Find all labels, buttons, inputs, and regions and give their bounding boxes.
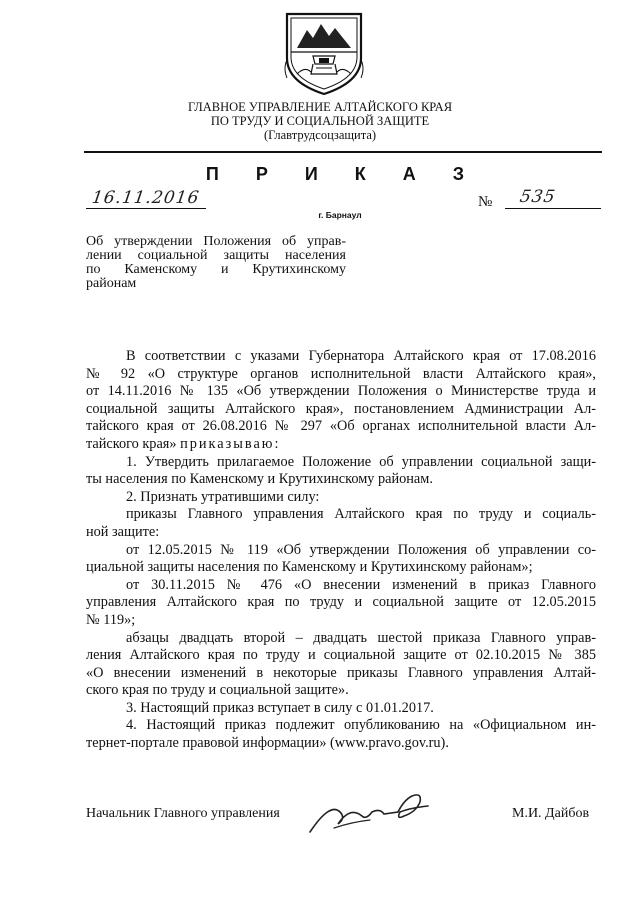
body-line: абзацы двадцать второй – двадцать шестой приказа Главного управ- <box>126 629 596 646</box>
date-underline <box>86 208 206 209</box>
handwritten-date: 16.11.2016 <box>90 188 201 208</box>
body-line: ты населения по Каменскому и Крутихинскому районам. <box>86 471 433 488</box>
subject-line: районам <box>86 276 137 291</box>
document-body <box>86 348 596 753</box>
body-text: тайского края» <box>86 435 177 452</box>
body-line: «О внесении изменений в некоторые приказы Главного управления Алтай- <box>86 664 596 681</box>
document-subject <box>86 235 346 291</box>
document-type-title: П Р И К А З <box>205 164 481 184</box>
subject-line: Об утверждении Положения об управ- <box>86 234 346 249</box>
body-line: приказы Главного управления Алтайского края по труду и социаль- <box>126 506 596 523</box>
body-line: 3. Настоящий приказ вступает в силу с 01.01.2017. <box>126 699 434 716</box>
signatory-name: М.И. Дайбов <box>512 806 590 821</box>
order-keyword: приказываю: <box>180 435 281 452</box>
body-line: от 12.05.2015 № 119 «Об утверждении Положения об управлении со- <box>126 541 596 558</box>
body-line: № 92 «О структуре органов исполнительной власти Алтайского края», <box>86 365 596 382</box>
number-underline <box>505 208 601 209</box>
handwritten-number: 535 <box>518 187 558 207</box>
org-name-line1: ГЛАВНОЕ УПРАВЛЕНИЕ АЛТАЙСКОГО КРАЯ <box>187 100 453 114</box>
body-line: циальной защиты населения по Каменскому и Крутихинскому районам»; <box>86 559 533 576</box>
body-line <box>86 436 596 454</box>
body-line: тайского края от 26.08.2016 № 297 «Об органах исполнительной власти Ал- <box>86 418 596 435</box>
coat-of-arms-icon <box>283 8 365 96</box>
body-line: В соответствии с указами Губернатора Алтайского края от 17.08.2016 <box>126 348 596 364</box>
body-line: ления Алтайского края по труду и социальной защите от 02.10.2015 № 385 <box>86 647 596 664</box>
subject-line: лении социальной защиты населения <box>86 248 346 263</box>
body-line: управления Алтайского края по труду и социальной защите от 12.05.2015 <box>86 594 596 611</box>
body-line: ной защите: <box>86 523 160 540</box>
handwritten-signature-icon <box>300 782 440 842</box>
body-line: 4. Настоящий приказ подлежит опубликованию на «Официальном ин- <box>126 717 596 734</box>
org-name-line2: ПО ТРУДУ И СОЦИАЛЬНОЙ ЗАЩИТЕ <box>210 114 430 128</box>
subject-line: по Каменскому и Крутихинскому <box>86 262 346 277</box>
body-line: № 119»; <box>86 611 136 628</box>
body-line: ского края по труду и социальной защите». <box>86 682 349 699</box>
body-line: 2. Признать утратившими силу: <box>126 488 320 505</box>
city: г. Барнаул <box>318 210 362 220</box>
org-short-name: (Главтрудсоцзащита) <box>263 128 377 142</box>
body-line: тернет-портале правовой информации» (www.pravo.gov.ru). <box>86 735 449 752</box>
number-label: № <box>478 194 493 210</box>
body-line: от 14.11.2016 № 135 «Об утверждении Положения о Министерстве труда и <box>86 383 596 400</box>
body-line: социальной защиты Алтайского края», постановлением Администрации Ал- <box>86 400 596 417</box>
signatory-position: Начальник Главного управления <box>86 806 280 821</box>
body-line: 1. Утвердить прилагаемое Положение об управлении социальной защи- <box>126 453 596 470</box>
header-divider <box>84 151 602 153</box>
body-line: от 30.11.2015 № 476 «О внесении изменений в приказ Главного <box>126 576 596 593</box>
